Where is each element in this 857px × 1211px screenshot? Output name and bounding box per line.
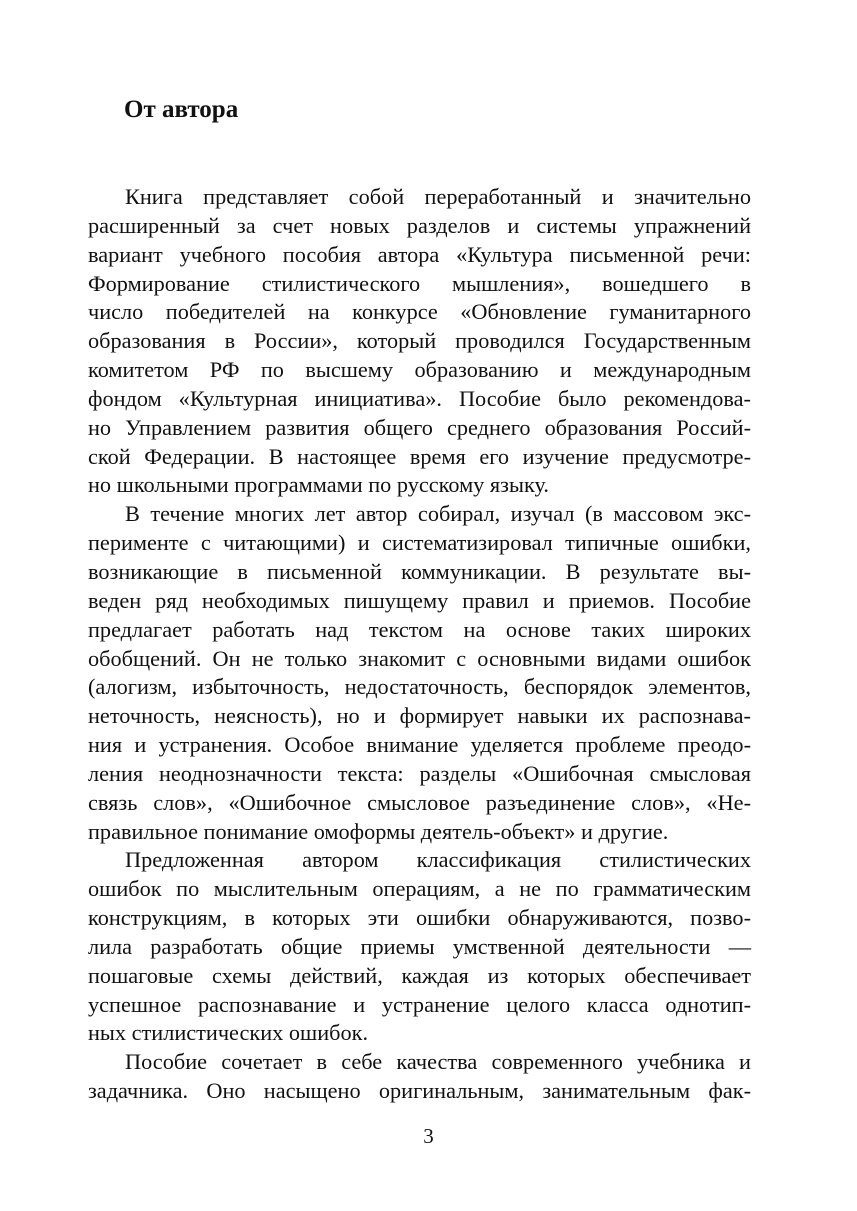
text-line: обобщений. Он не только знакомит с основными видами ошибок <box>88 645 751 671</box>
text-line: но школьными программами по русскому языку. <box>88 472 549 498</box>
text-line: В течение многих лет автор собирал, изучал (в массовом экс- <box>125 501 751 527</box>
text-line: предлагает работать над текстом на основе таких широких <box>88 616 751 642</box>
text-line: Предложенная автором классификация стилистических <box>125 847 751 873</box>
text-line: конструкциям, в которых эти ошибки обнаруживаются, позво- <box>88 905 751 931</box>
text-line: связь слов», «Ошибочное смысловое разъединение слов», «Не- <box>88 789 751 815</box>
text-line: ошибок по мыслительным операциям, а не по грамматическим <box>88 876 751 902</box>
text-line: ской Федерации. В настоящее время его изучение предусмотре- <box>88 443 751 469</box>
text-line: лила разработать общие приемы умственной деятельности — <box>88 933 751 959</box>
text-line: фондом «Культурная инициатива». Пособие было рекомендова- <box>88 385 751 411</box>
text-line: правильное понимание омоформы деятель-объект» и другие. <box>88 818 669 844</box>
text-line: перименте с читающими) и систематизировал типичные ошибки, <box>88 530 751 556</box>
text-line: пошаговые схемы действий, каждая из которых обеспечивает <box>88 962 751 988</box>
body-text <box>88 183 751 1106</box>
text-line: успешное распознавание и устранение целого класса однотип- <box>88 991 751 1017</box>
text-line: Книга представляет собой переработанный и значительно <box>125 184 751 209</box>
text-line: число победителей на конкурсе «Обновление гуманитарного <box>88 299 751 325</box>
text-line: веден ряд необходимых пишущему правил и приемов. Пособие <box>88 587 751 613</box>
text-line: комитетом РФ по высшему образованию и международным <box>88 357 751 383</box>
text-line: возникающие в письменной коммуникации. В результате вы- <box>88 558 751 584</box>
text-line: расширенный за счет новых разделов и системы упражнений <box>88 212 751 238</box>
text-line: но Управлением развития общего среднего образования Россий- <box>88 414 751 440</box>
text-line: ния и устранения. Особое внимание уделяется проблеме преодо- <box>88 732 751 758</box>
page-number: 3 <box>423 1124 434 1148</box>
text-line: задачника. Оно насыщено оригинальным, занимательным фак- <box>88 1078 751 1104</box>
text-line: вариант учебного пособия автора «Культура письменной речи: <box>88 241 751 267</box>
text-line: образования в России», который проводился Государственным <box>88 328 751 354</box>
text-line: ления неоднозначности текста: разделы «Ошибочная смысловая <box>88 760 751 786</box>
text-line: Пособие сочетает в себе качества современного учебника и <box>125 1049 751 1075</box>
text-line: ных стилистических ошибок. <box>88 1020 369 1046</box>
text-line: Формирование стилистического мышления», вошедшего в <box>88 270 751 296</box>
text-line: неточность, неясность), но и формирует навыки их распознава- <box>88 703 751 729</box>
section-heading: От автора <box>124 96 239 123</box>
text-line: (алогизм, избыточность, недостаточность, беспорядок элементов, <box>88 674 751 700</box>
